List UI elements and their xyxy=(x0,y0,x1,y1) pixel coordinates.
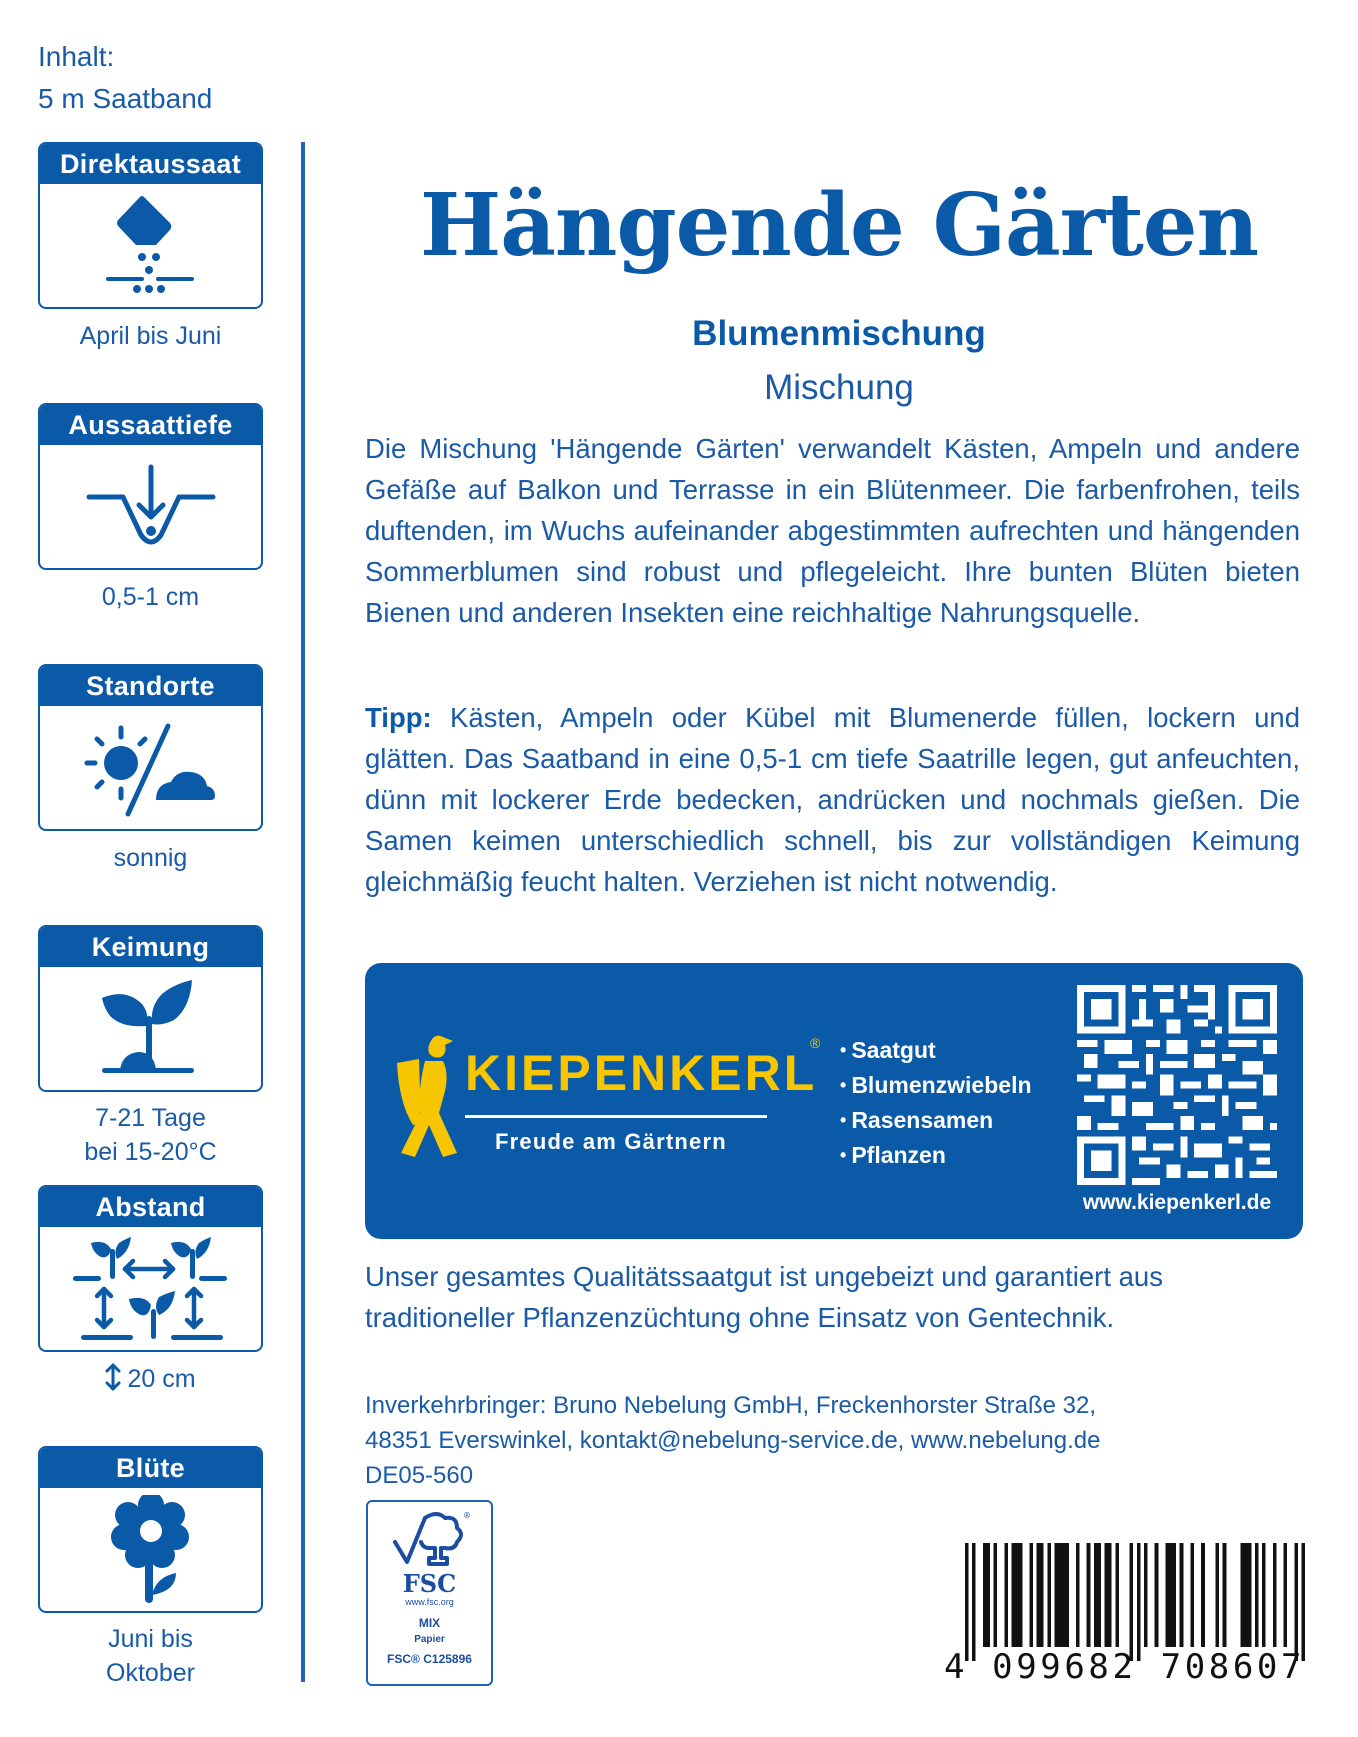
info-caption-abstand xyxy=(38,1362,263,1401)
info-box-header: Blüte xyxy=(40,1448,261,1488)
seedling-icon xyxy=(96,976,206,1081)
sowing-depth-icon xyxy=(81,457,221,557)
tip-label: Tipp: xyxy=(365,702,432,733)
brand-website-link[interactable]: www.kiepenkerl.de xyxy=(1082,1191,1272,1214)
info-box-header: Aussaattiefe xyxy=(40,405,261,445)
sowing-tip xyxy=(365,697,1300,902)
fsc-url: www.fsc.org xyxy=(405,1597,454,1607)
fsc-material: Papier xyxy=(414,1634,445,1645)
vertical-arrow-icon xyxy=(105,1362,121,1401)
caption-line: Oktober xyxy=(106,1659,195,1687)
distributor-info xyxy=(365,1388,1315,1493)
caption-line: bei 15-20°C xyxy=(84,1138,217,1166)
category-item: • Blumenzwiebeln xyxy=(840,1068,1032,1103)
registered-mark: ® xyxy=(810,1035,821,1051)
content-value: 5 m Saatband xyxy=(38,83,213,114)
info-box-standorte xyxy=(38,664,263,831)
flower-icon xyxy=(106,1495,196,1605)
info-caption-keimung xyxy=(38,1101,263,1169)
category-item: • Pflanzen xyxy=(840,1138,1032,1173)
quality-statement: Unser gesamtes Qualitätssaatgut ist ungebeizt und garantiert aus traditioneller Pflanzenzüchtung ohne Einsatz von Gentechnik. xyxy=(365,1261,1163,1333)
info-box-bluete xyxy=(38,1446,263,1613)
info-caption-aussaattiefe xyxy=(38,580,263,614)
info-box-direktaussaat xyxy=(38,142,263,309)
info-box-keimung xyxy=(38,925,263,1092)
product-type: Mischung xyxy=(764,368,914,407)
caption-line: sonnig xyxy=(113,844,188,872)
product-categories xyxy=(840,1033,1032,1173)
distributor-line-2: 48351 Everswinkel, kontakt@nebelung-service.de, www.nebelung.de xyxy=(365,1427,1101,1454)
caption-line: Juni bis xyxy=(108,1625,193,1653)
distributor-line-1: Inverkehrbringer: Bruno Nebelung GmbH, Freckenhorster Straße 32, xyxy=(365,1392,1097,1419)
svg-text:®: ® xyxy=(462,1511,471,1520)
tip-text: Kästen, Ampeln oder Kübel mit Blumenerde füllen, lockern und glätten. Das Saatband in eine 0,5-1 cm tiefe Saatrille legen, gut anfeuchten, dünn mit lockerer Erde bedecken, andrücken und nochmals gießen. Die Samen keimen unterschiedlich schnell, bis zur vollständigen Keimung gleichmäßig feucht halten. Verziehen ist nicht notwendig. xyxy=(365,702,1300,897)
qr-code[interactable] xyxy=(1077,985,1277,1185)
product-description: Die Mischung 'Hängende Gärten' verwandelt Kästen, Ampeln und andere Gefäße auf Balkon und Terrasse in ein Blütenmeer. Die farbenfrohen, teils duftenden, im Wuchs aufeinander abgestimmten aufrechten und hängenden Sommerblumen sind robust und pflegeleicht. Ihre bunten Blüten bieten Bienen und anderen Insekten eine reichhaltige Nahrungsquelle. xyxy=(365,433,1300,628)
ean-barcode xyxy=(965,1543,1305,1661)
caption-line: 20 cm xyxy=(127,1365,196,1393)
brand-name: KIEPENKERL xyxy=(465,1045,818,1101)
fsc-name: FSC xyxy=(402,1569,457,1598)
caption-line: 0,5-1 cm xyxy=(101,583,200,611)
info-box-header: Keimung xyxy=(40,927,261,967)
product-subtitle: Blumenmischung xyxy=(692,314,986,353)
info-box-header: Standorte xyxy=(40,666,261,706)
kiepenkerl-logo xyxy=(395,1033,821,1163)
category-item: • Rasensamen xyxy=(840,1103,1032,1138)
fsc-tree-checkmark-icon xyxy=(385,1508,475,1570)
content-info xyxy=(38,36,212,120)
product-title: Hängende Gärten xyxy=(419,175,1259,276)
info-box-aussaattiefe xyxy=(38,403,263,570)
brand-banner xyxy=(365,963,1303,1239)
fsc-certification-label xyxy=(366,1500,493,1686)
hiker-mascot-icon xyxy=(395,1033,467,1161)
info-box-header: Abstand xyxy=(40,1187,261,1227)
info-caption-direktaussaat xyxy=(38,319,263,353)
seed-bag-sowing-icon xyxy=(96,191,206,301)
caption-line: April bis Juni xyxy=(79,322,222,350)
ean-number: 4 099682 708607 xyxy=(944,1647,1306,1687)
content-label: Inhalt: xyxy=(38,41,115,72)
info-caption-bluete xyxy=(38,1622,263,1690)
plant-spacing-icon xyxy=(71,1231,231,1346)
info-caption-standorte xyxy=(38,841,263,875)
info-box-header: Direktaussaat xyxy=(40,144,261,184)
fsc-license: FSC® C125896 xyxy=(387,1652,472,1666)
fsc-category: MIX xyxy=(418,1616,441,1630)
brand-tagline: Freude am Gärtnern xyxy=(495,1129,727,1154)
category-item: • Saatgut xyxy=(840,1033,1032,1068)
info-box-abstand xyxy=(38,1185,263,1352)
distributor-line-3: DE05-560 xyxy=(365,1462,474,1489)
caption-line: 7-21 Tage xyxy=(95,1104,206,1132)
sun-cloud-icon xyxy=(81,718,221,818)
column-divider xyxy=(301,142,305,1682)
logo-divider xyxy=(465,1115,767,1118)
